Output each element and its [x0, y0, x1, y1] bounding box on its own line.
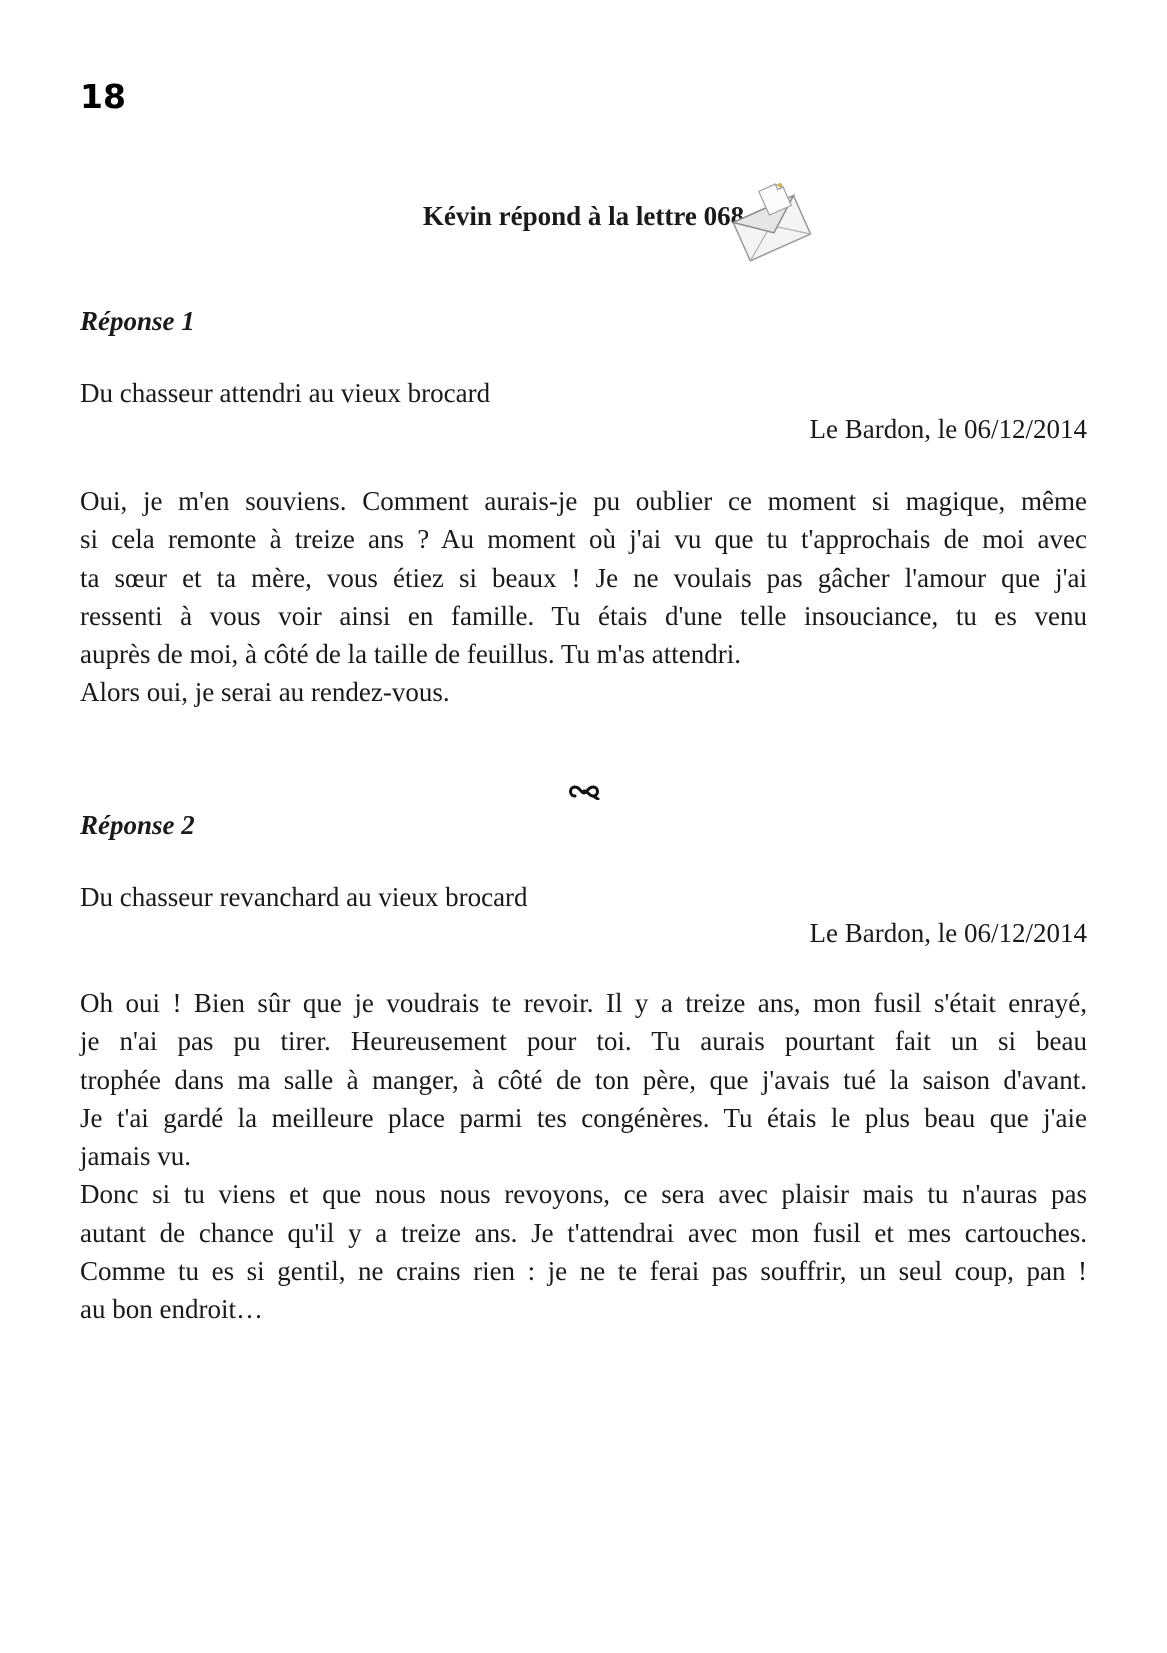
response-1-heading: Réponse 1 [80, 306, 195, 336]
body-line: Donc si tu viens et que nous nous revoyons, ce sera avec plaisir mais tu n'auras pas [80, 1179, 1087, 1210]
ornament-flourish-icon [567, 782, 601, 800]
response-2-body [80, 984, 1087, 1329]
body-line: Alors oui, je serai au rendez-vous. [80, 677, 450, 708]
response-2-salutation: Du chasseur revanchard au vieux brocard [80, 882, 528, 912]
body-line: Comme tu es si gentil, ne crains rien : je ne te ferai pas souffrir, un seul coup, pan ! [80, 1256, 1087, 1287]
response-2-dateline: Le Bardon, le 06/12/2014 [809, 918, 1087, 948]
body-line: ressenti à vous voir ainsi en famille. Tu étais d'une telle insouciance, tu es venu [80, 600, 1087, 631]
body-line: Je t'ai gardé la meilleure place parmi tes congénères. Tu étais le plus beau que j'aie [80, 1102, 1087, 1133]
body-line: trophée dans ma salle à manger, à côté de ton père, que j'avais tué la saison d'avant. [80, 1064, 1087, 1095]
body-line: ta sœur et ta mère, vous étiez si beaux ! Je ne voulais pas gâcher l'amour que j'ai [80, 562, 1087, 593]
response-1-salutation: Du chasseur attendri au vieux brocard [80, 378, 491, 408]
ornament-separator [0, 782, 1167, 805]
body-line: jamais vu. [80, 1141, 191, 1172]
body-line: Oui, je m'en souviens. Comment aurais-je pu oublier ce moment si magique, même [80, 486, 1087, 516]
body-line: si cela remonte à treize ans ? Au moment où j'ai vu que tu t'approchais de moi avec [80, 524, 1087, 555]
response-1-dateline: Le Bardon, le 06/12/2014 [809, 414, 1087, 444]
body-line: je n'ai pas pu tirer. Heureusement pour toi. Tu aurais pourtant fait un si beau [80, 1026, 1087, 1057]
response-1-body [80, 482, 1087, 712]
page-title: Kévin répond à la lettre 068 [422, 201, 745, 231]
envelope-icon [726, 181, 818, 271]
body-line: Oh oui ! Bien sûr que je voudrais te revoir. Il y a treize ans, mon fusil s'était enrayé, [80, 988, 1087, 1018]
body-line: autant de chance qu'il y a treize ans. Je t'attendrai avec mon fusil et mes cartouches. [80, 1217, 1087, 1248]
body-line: au bon endroit… [80, 1294, 263, 1325]
body-line: auprès de moi, à côté de la taille de feuillus. Tu m'as attendri. [80, 639, 741, 670]
response-2-heading: Réponse 2 [80, 810, 195, 840]
page-number: 18 [80, 77, 126, 116]
